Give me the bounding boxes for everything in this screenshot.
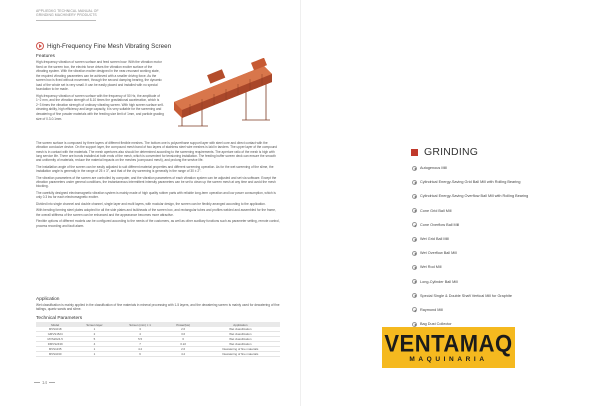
- technical-parameters-table: [36, 322, 280, 357]
- play-circle-icon: [36, 42, 44, 50]
- header-line-2: GRINDING MACHINERY PRODUCTS: [36, 13, 97, 18]
- product-link-wet-overflow-ball-mill[interactable]: [412, 246, 582, 260]
- section-title: High-Frequency Fine Mesh Vibrating Screen: [47, 42, 172, 50]
- table-cell: 6: [166, 337, 201, 342]
- product-link-label: Wet Grid Ball Mill: [420, 237, 450, 242]
- column-header: Screen (mm) × 1: [115, 322, 166, 327]
- chevron-circle-icon: [412, 251, 417, 256]
- red-square-icon: [411, 149, 418, 156]
- table-cell: 1: [74, 327, 114, 332]
- product-link-label: Cone Grid Ball Mill: [420, 208, 452, 213]
- table-cell: Wet classification: [201, 337, 280, 342]
- table-cell: MVS1030: [36, 352, 74, 357]
- product-link-label: Raymond Mill: [420, 307, 443, 312]
- chevron-circle-icon: [412, 208, 417, 213]
- logo-tagline: MAQUINARIA: [409, 355, 488, 363]
- table-cell: 2.6: [166, 347, 201, 352]
- column-header: Screen layer: [74, 322, 114, 327]
- product-link-long-cylinder-ball-mill[interactable]: [412, 275, 582, 289]
- chevron-circle-icon: [412, 293, 417, 298]
- chevron-circle-icon: [412, 307, 417, 312]
- table-cell: GMVS1524: [36, 332, 74, 337]
- grinding-title: GRINDING: [424, 146, 479, 158]
- chevron-circle-icon: [412, 222, 417, 227]
- product-link-label: Wet Rod Mill: [420, 265, 442, 270]
- table-cell: 6: [115, 352, 166, 357]
- product-link-overflow-ball-mill-rolling-bearing[interactable]: [412, 189, 582, 203]
- table-cell: 4.2: [115, 347, 166, 352]
- logo-wordmark: VENTAMAQ: [384, 329, 513, 357]
- product-link-label: Cylindrical Energy-Saving Grid Ball Mill with Rolling Bearing: [420, 180, 521, 185]
- chevron-circle-icon: [412, 279, 417, 284]
- page-number-value: 14: [42, 380, 48, 385]
- body-paragraph: With bending forming steel plates adopted for all the side plates and bulkheads of the screen box, and rectangular tubes and profiles welded and assembled for the frame, the overall stiffness of the screen can be enhanced and the appearance becomes more attractive.: [36, 208, 276, 217]
- table-cell: MVS1018: [36, 327, 74, 332]
- right-page: [301, 0, 600, 406]
- intro-paragraph: High-frequency vibration of screen surface and feed screen bow: With the vibration motor fixed on the screen box, the electric force drives the vibration exciter surface of the vibrating system. With the vibration exciter designed in the near-resonant working state, the required vibrating parameters can be achieved with a smaller driving force. As the screen box is fixed without movement, through the second damping bearing, the dynamic load of the whole set is very small. It can be easily placed and installed with no special foundation to be made.: [36, 60, 162, 92]
- chevron-circle-icon: [412, 194, 417, 199]
- product-link-label: Wet Overflow Ball Mill: [420, 251, 457, 256]
- body-paragraph: Divided into single channel and double channel, single layer and multi layers, with modular design, the screen can be flexibly arranged according to the application.: [36, 201, 266, 206]
- grinding-product-list: [412, 161, 582, 331]
- product-link-cone-overflow-ball-mill[interactable]: [412, 218, 582, 232]
- page-number-rule: [34, 382, 40, 383]
- chevron-circle-icon: [412, 237, 417, 242]
- product-link-label: Bag Dust Collector: [420, 322, 452, 327]
- product-link-label: Cone Overflow Ball Mill: [420, 222, 460, 227]
- table-cell: 5: [74, 337, 114, 342]
- chevron-circle-icon: [412, 166, 417, 171]
- table-cell: Wet classification: [201, 342, 280, 347]
- table-cell: 1: [74, 352, 114, 357]
- header-line-1: APPLIEDKG TECHNICAL MANUAL OF: [36, 9, 99, 13]
- table-cell: 5.5: [115, 337, 166, 342]
- table-cell: Dewatering of fine materials: [201, 352, 280, 357]
- table-row: [36, 352, 280, 357]
- motor-block: [207, 69, 225, 83]
- body-paragraph: The installation angle of the screen can be easily adjusted to suit different material properties and different screening operation. As for the wet screening of the slime, the installation angle is generally in the range of 25 ± 3°, and that of the dry screening is generally in the range of 30 ± 2°.: [36, 164, 274, 174]
- table-cell: Wet classification: [201, 332, 280, 337]
- table-cell: 3: [115, 327, 166, 332]
- application-text: Wet classification is mainly applied in the classification of fine materials in mineral processing with 1-5 layers, and the dewatering screen is mainly used for dewatering of fine tailings, quartz sands and slime.: [36, 303, 280, 312]
- body-paragraph: The screen surface is composed by three layers of different flexible meshes. The bottom one is polyurethane support layer with steel core and direct contact with the vibration conducive device. On the support layer, the compound mesh band of two layers of stainless steel wire meshes is laid in tandem. The upper layer of the compound mesh is in contact with the materials. The mesh apertures also should be determined according to the screening requirements. The aperture ratio of the mesh is high with long service life. There are bonds installed at both ends of the mesh, which is convenient for tensioning installation. The feeding buffer screen deck can ensure the smooth and uniformity of materials, reduce the material impacts on the meshes (compound mesh), and prolong the service life.: [36, 141, 278, 163]
- product-link-grid-ball-mill-rolling-bearing[interactable]: [412, 175, 582, 189]
- body-paragraph: Flexible options of different models can be configured according to the needs of the customers, as well as other auxiliary functions such as parameter setting, remote control, process recording and fault alarm.: [36, 219, 280, 228]
- body-text: [36, 141, 280, 230]
- table-cell: 0.22: [166, 342, 201, 347]
- ventamaq-logo: [382, 327, 515, 368]
- product-link-wet-rod-mill[interactable]: [412, 260, 582, 274]
- product-link-label: Autogenous Mill: [420, 166, 448, 171]
- product-link-autogenous-mill[interactable]: [412, 161, 582, 175]
- table-cell: 2: [74, 332, 114, 337]
- chevron-circle-icon: [412, 322, 417, 327]
- table-cell: Dewatering of fine materials: [201, 347, 280, 352]
- column-header: Power(kw): [166, 322, 201, 327]
- header-rule: [36, 20, 96, 21]
- intro-text: [36, 60, 164, 123]
- product-link-label: Long-Cylinder Ball Mill: [420, 279, 458, 284]
- chevron-circle-icon: [412, 265, 417, 270]
- table-cell: 1: [74, 347, 114, 352]
- product-link-raymond-mill[interactable]: [412, 303, 582, 317]
- chevron-circle-icon: [412, 180, 417, 185]
- table-cell: 4.2: [166, 352, 201, 357]
- grinding-heading: [411, 146, 478, 158]
- section-heading: [36, 42, 171, 50]
- vibrating-screen-image: [168, 58, 276, 130]
- features-label: Features: [36, 54, 55, 59]
- table-cell: 4: [74, 342, 114, 347]
- product-link-cone-grid-ball-mill[interactable]: [412, 204, 582, 218]
- table-cell: 4: [115, 332, 166, 337]
- product-link-wet-grid-ball-mill[interactable]: [412, 232, 582, 246]
- product-link-label: Special Single & Double Shaft Vertical Mill for Graphite: [420, 293, 513, 298]
- technical-parameters-label: Technical Parameters: [36, 316, 83, 321]
- body-paragraph: The vibration parameters of the screen are controlled by computer, and the vibration parameters of each vibration system can be adjusted and set via software. Except the vibration parameters under general conditions, the instantaneous intermittent intensity parameters can be set to clean up the screen mesh at any time and avoid the mesh blocking.: [36, 175, 277, 189]
- page-header: [36, 9, 99, 17]
- table-cell: Wet classification: [201, 327, 280, 332]
- body-paragraph: The carefully designed electromagnetic vibration system is mainly made of high quality rubber parts with reliable long-term operation and low power consumption, which is only 0.3 kw for each electromagnetic exciter.: [36, 191, 276, 200]
- table-cell: DMVS2439: [36, 342, 74, 347]
- column-header: Application: [201, 322, 280, 327]
- table-cell: 7: [115, 342, 166, 347]
- intro-paragraph: High-frequency vibration of screen surface with the frequency of 50 Hz, the amplitude of 1~2 mm, and the vibration strength of 8-10 times the gravitational acceleration, which is 2~3 times the vibration strength of ordinary vibrating screen. With high screen surface self-cleaning ability, high efficiency and large capacity, it is very suitable for the screening and dewatering of fine powder materials with the feeding size limit of 1mm, and particle grading size of 0.3-0.1mm.: [36, 93, 164, 121]
- product-link-vertical-mill-graphite[interactable]: [412, 289, 582, 303]
- table-cell: 2.6: [166, 327, 201, 332]
- page-number: [34, 380, 55, 385]
- page-number-rule: [49, 382, 55, 383]
- table-cell: 3.6: [166, 332, 201, 337]
- column-header: Model: [36, 322, 74, 327]
- table-cell: MVS2024-5: [36, 337, 74, 342]
- product-link-label: Cylindrical Energy-Saving Overflow Ball Mill with Rolling Bearing: [420, 194, 529, 199]
- table-cell: MVS1235: [36, 347, 74, 352]
- application-label: Application: [36, 297, 60, 302]
